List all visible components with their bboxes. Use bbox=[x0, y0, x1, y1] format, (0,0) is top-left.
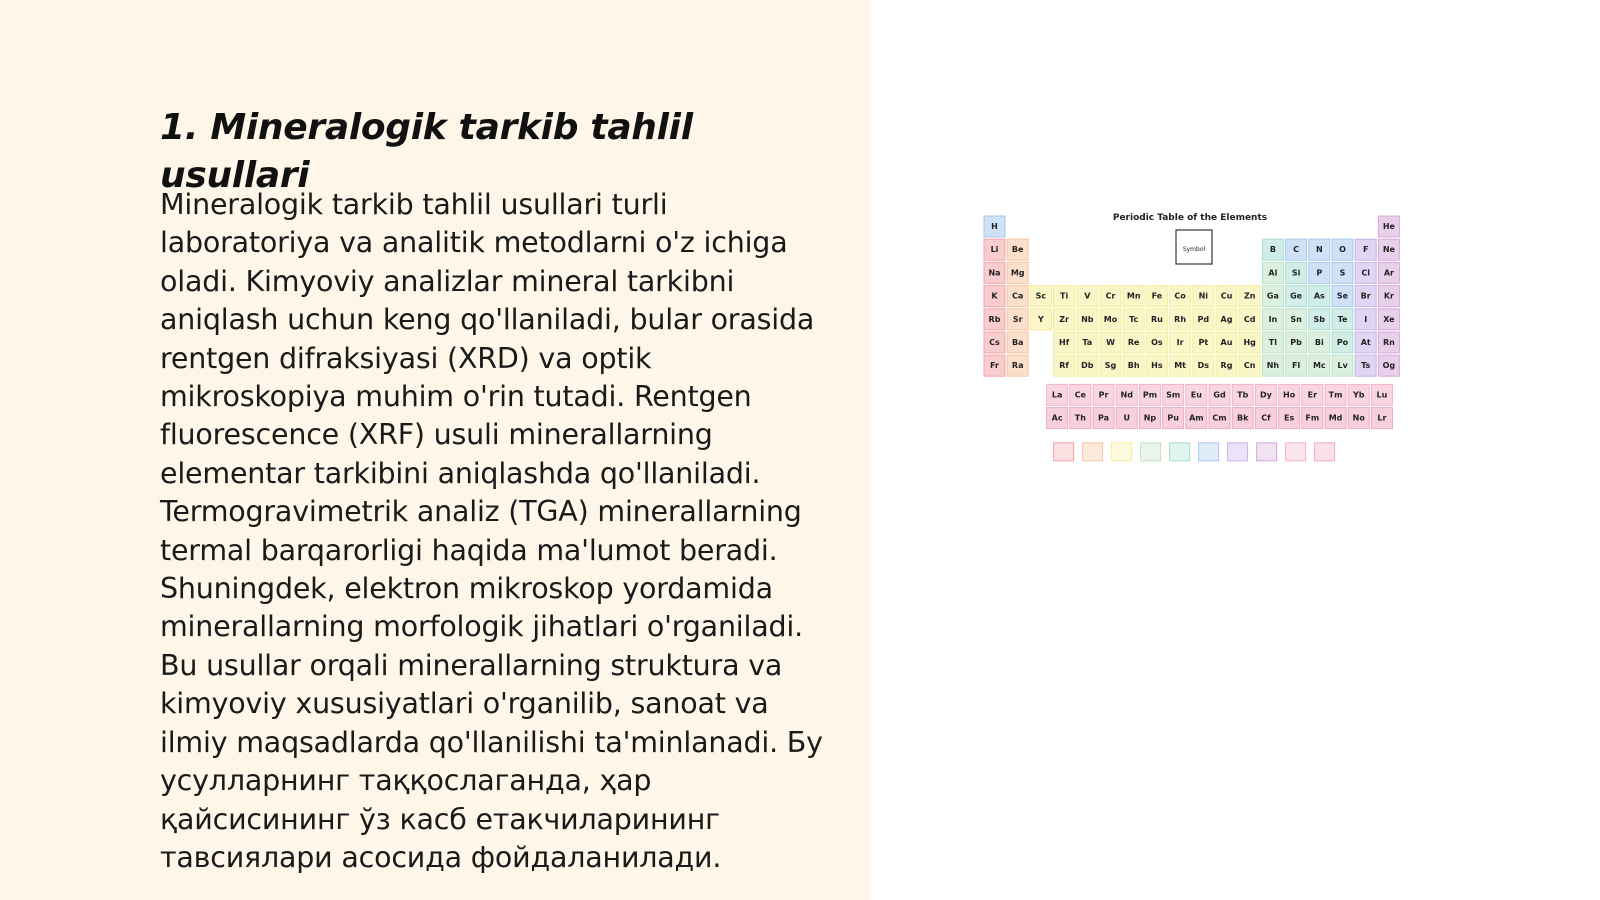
element-cell-cl bbox=[1355, 262, 1376, 283]
element-symbol: N bbox=[1315, 245, 1323, 255]
element-symbol: Na bbox=[988, 268, 1001, 278]
element-cell-ta bbox=[1077, 332, 1098, 353]
element-cell-gd bbox=[1209, 384, 1230, 405]
element-cell-lv bbox=[1332, 355, 1353, 376]
element-cell-p bbox=[1309, 262, 1330, 283]
element-cell-tb bbox=[1232, 384, 1253, 405]
element-cell-pm bbox=[1139, 384, 1160, 405]
element-symbol: Fe bbox=[1151, 291, 1163, 301]
element-symbol: Mc bbox=[1312, 361, 1326, 371]
element-cell-cr bbox=[1100, 286, 1121, 307]
element-symbol: Nb bbox=[1081, 314, 1094, 324]
element-symbol: Ge bbox=[1290, 291, 1303, 301]
element-cell-np bbox=[1139, 408, 1160, 429]
element-cell-be bbox=[1007, 239, 1028, 260]
element-cell-li bbox=[984, 239, 1005, 260]
element-cell-lr bbox=[1371, 408, 1392, 429]
periodic-table-graphic bbox=[980, 196, 1420, 481]
element-cell-la bbox=[1047, 384, 1068, 405]
element-symbol: Bk bbox=[1237, 413, 1249, 423]
element-cell-sb bbox=[1309, 309, 1330, 330]
element-symbol: Kr bbox=[1383, 291, 1394, 301]
element-symbol: Cs bbox=[989, 338, 1000, 347]
element-symbol: Ba bbox=[1011, 338, 1024, 347]
element-cell-rg bbox=[1216, 355, 1237, 376]
legend-swatch bbox=[1228, 443, 1248, 461]
element-cell-bh bbox=[1123, 355, 1144, 376]
element-symbol: Dy bbox=[1260, 390, 1272, 400]
element-cell-pt bbox=[1193, 332, 1214, 353]
element-cell-ru bbox=[1146, 309, 1167, 330]
element-symbol: Ni bbox=[1198, 291, 1209, 301]
element-cell-kr bbox=[1378, 286, 1399, 307]
element-cell-dy bbox=[1255, 384, 1276, 405]
element-cell-yb bbox=[1348, 384, 1369, 405]
element-cell-tm bbox=[1325, 384, 1346, 405]
element-symbol: Cn bbox=[1243, 361, 1256, 371]
element-cell-c bbox=[1286, 239, 1307, 260]
legend-swatch bbox=[1170, 443, 1190, 461]
element-cell-rf bbox=[1054, 355, 1075, 376]
element-symbol: Lr bbox=[1377, 413, 1387, 423]
element-symbol: Sc bbox=[1035, 291, 1047, 301]
element-symbol: Md bbox=[1328, 413, 1343, 423]
element-symbol: Cm bbox=[1212, 413, 1227, 423]
element-symbol: Nh bbox=[1266, 361, 1280, 371]
element-symbol: Ar bbox=[1383, 268, 1394, 278]
element-symbol: Ga bbox=[1266, 291, 1279, 301]
element-cell-hf bbox=[1054, 332, 1075, 353]
element-symbol: Pu bbox=[1167, 413, 1179, 423]
element-cell-og bbox=[1378, 355, 1399, 376]
element-symbol: Fm bbox=[1305, 413, 1320, 423]
element-cell-pu bbox=[1163, 408, 1184, 429]
element-symbol: Ti bbox=[1059, 291, 1069, 301]
element-symbol: Zn bbox=[1243, 291, 1256, 301]
element-symbol: Gd bbox=[1213, 390, 1226, 400]
element-symbol: Mg bbox=[1010, 268, 1025, 278]
element-symbol: Be bbox=[1011, 245, 1024, 255]
element-cell-am bbox=[1186, 408, 1207, 429]
element-symbol: Sg bbox=[1104, 361, 1117, 371]
element-symbol: Tm bbox=[1328, 390, 1343, 400]
element-cell-pr bbox=[1093, 384, 1114, 405]
element-cell-ho bbox=[1279, 384, 1300, 405]
element-symbol: Tl bbox=[1268, 338, 1278, 347]
element-cell-i bbox=[1355, 309, 1376, 330]
legend-swatch bbox=[1257, 443, 1277, 461]
element-symbol: Pd bbox=[1197, 314, 1210, 324]
element-symbol: Si bbox=[1291, 268, 1301, 278]
element-symbol: C bbox=[1293, 245, 1300, 255]
element-symbol: Mn bbox=[1126, 291, 1141, 301]
element-symbol: Ta bbox=[1082, 338, 1093, 347]
element-cell-ra bbox=[1007, 355, 1028, 376]
element-cell-cm bbox=[1209, 408, 1230, 429]
element-cell-u bbox=[1116, 408, 1137, 429]
element-cell-th bbox=[1070, 408, 1091, 429]
element-cell-tl bbox=[1262, 332, 1283, 353]
element-symbol: At bbox=[1360, 338, 1371, 347]
element-symbol: H bbox=[991, 222, 998, 231]
element-symbol: Lu bbox=[1376, 390, 1388, 400]
element-symbol: W bbox=[1106, 338, 1115, 347]
element-cell-sn bbox=[1286, 309, 1307, 330]
element-cell-fm bbox=[1302, 408, 1323, 429]
element-cell-po bbox=[1332, 332, 1353, 353]
element-symbol: Am bbox=[1189, 413, 1204, 423]
element-symbol: Ca bbox=[1012, 291, 1024, 301]
element-cell-fr bbox=[984, 355, 1005, 376]
element-cell-ir bbox=[1170, 332, 1191, 353]
element-symbol: Ru bbox=[1150, 314, 1163, 324]
element-cell-nh bbox=[1262, 355, 1283, 376]
element-cell-nd bbox=[1116, 384, 1137, 405]
element-symbol: Xe bbox=[1383, 314, 1395, 324]
element-cell-rb bbox=[984, 309, 1005, 330]
element-symbol: Cf bbox=[1261, 413, 1271, 423]
element-cell-bi bbox=[1309, 332, 1330, 353]
element-symbol: He bbox=[1382, 222, 1395, 231]
element-cell-ag bbox=[1216, 309, 1237, 330]
element-cell-ca bbox=[1007, 286, 1028, 307]
element-symbol: Th bbox=[1074, 413, 1086, 423]
element-cell-ge bbox=[1286, 286, 1307, 307]
element-cell-h bbox=[984, 216, 1005, 237]
element-symbol: Hg bbox=[1243, 338, 1256, 347]
legend-swatch bbox=[1083, 443, 1103, 461]
element-cell-k bbox=[984, 286, 1005, 307]
element-cell-f bbox=[1355, 239, 1376, 260]
element-symbol: Pa bbox=[1098, 413, 1110, 423]
element-symbol: Y bbox=[1038, 314, 1044, 324]
element-symbol: Rg bbox=[1220, 361, 1233, 371]
element-symbol: P bbox=[1316, 268, 1323, 278]
element-symbol: I bbox=[1364, 314, 1368, 324]
element-symbol: Cl bbox=[1361, 268, 1371, 278]
element-cell-xe bbox=[1378, 309, 1399, 330]
element-symbol: Hf bbox=[1059, 338, 1070, 347]
element-symbol: Rf bbox=[1059, 361, 1069, 371]
element-cell-cs bbox=[984, 332, 1005, 353]
legend-swatch bbox=[1199, 443, 1219, 461]
element-cell-si bbox=[1286, 262, 1307, 283]
element-symbol: Sn bbox=[1290, 314, 1302, 324]
element-cell-s bbox=[1332, 262, 1353, 283]
element-symbol: B bbox=[1269, 245, 1276, 255]
element-cell-hs bbox=[1146, 355, 1167, 376]
element-symbol: Ir bbox=[1176, 338, 1184, 347]
element-cell-mn bbox=[1123, 286, 1144, 307]
element-cell-sg bbox=[1100, 355, 1121, 376]
element-cell-es bbox=[1279, 408, 1300, 429]
slide-title: 1. Mineralogik tarkib tahlil usullari bbox=[160, 107, 693, 196]
element-symbol: Ne bbox=[1382, 245, 1395, 255]
element-symbol: Ts bbox=[1361, 361, 1371, 371]
element-cell-co bbox=[1170, 286, 1191, 307]
element-cell-os bbox=[1146, 332, 1167, 353]
element-symbol: Pt bbox=[1198, 338, 1209, 347]
element-symbol: Au bbox=[1220, 338, 1233, 347]
element-symbol: Li bbox=[990, 245, 999, 255]
element-symbol: Pm bbox=[1142, 390, 1158, 400]
element-cell-cn bbox=[1239, 355, 1260, 376]
element-symbol: As bbox=[1313, 291, 1325, 301]
element-cell-hg bbox=[1239, 332, 1260, 353]
element-symbol: O bbox=[1339, 245, 1346, 255]
element-symbol: Pb bbox=[1290, 338, 1302, 347]
element-cell-er bbox=[1302, 384, 1323, 405]
periodic-table-title: Periodic Table of the Elements bbox=[1112, 213, 1268, 223]
element-cell-ba bbox=[1007, 332, 1028, 353]
element-symbol: Hs bbox=[1151, 361, 1163, 371]
element-symbol: Rh bbox=[1174, 314, 1187, 324]
element-symbol: Sr bbox=[1012, 314, 1023, 324]
element-cell-ni bbox=[1193, 286, 1214, 307]
element-cell-tc bbox=[1123, 309, 1144, 330]
element-symbol: Ac bbox=[1051, 413, 1063, 423]
element-symbol: Ho bbox=[1283, 390, 1296, 400]
element-cell-cf bbox=[1255, 408, 1276, 429]
element-cell-n bbox=[1309, 239, 1330, 260]
element-symbol: F bbox=[1362, 245, 1369, 255]
element-cell-mo bbox=[1100, 309, 1121, 330]
element-symbol: V bbox=[1084, 291, 1091, 301]
element-cell-zn bbox=[1239, 286, 1260, 307]
legend-key-box bbox=[1176, 230, 1212, 264]
element-symbol: Os bbox=[1151, 338, 1163, 347]
element-cell-lu bbox=[1371, 384, 1392, 405]
element-symbol: Es bbox=[1284, 413, 1295, 423]
element-symbol: Rb bbox=[988, 314, 1001, 324]
legend-swatch bbox=[1141, 443, 1161, 461]
legend-swatch bbox=[1054, 443, 1074, 461]
element-symbol: Ce bbox=[1074, 390, 1086, 400]
element-cell-na bbox=[984, 262, 1005, 283]
element-symbol: Sm bbox=[1166, 390, 1181, 400]
slide-body-text: Mineralogik tarkib tahlil usullari turli laboratoriya va analitik metodlarni o'z ichiga oladi. Kimyoviy analizlar mineral tarkibni aniqlash uchun keng qo'llaniladi, bular orasida rentgen difraksiyasi (XRD) va optik mikroskopiya muhim o'rin tutadi. Rentgen fluorescence (XRF) usuli minerallarning elementar tarkibini aniqlashda qo'llaniladi. Termogravimetrik analiz (TGA) minerallarning termal barqarorligi haqida ma'lumot beradi. Shuningdek, elektron mikroskop yordamida minerallarning morfologik jihatlari o'rganiladi. Bu usullar orqali minerallarning struktura va kimyoviy xususiyatlari o'rganilib, sanoat va ilmiy maqsadlarda qo'llanilishi ta'minlanadi. Бу усулларнинг таққослаганда, ҳар қайсисининг ўз касб етакчиларининг тавсиялари асосида фойдаланилади. bbox=[160, 188, 823, 874]
element-symbol: K bbox=[991, 291, 998, 301]
element-symbol: Bi bbox=[1314, 338, 1324, 347]
element-cell-bk bbox=[1232, 408, 1253, 429]
element-symbol: S bbox=[1339, 268, 1346, 278]
element-symbol: Og bbox=[1382, 361, 1396, 371]
element-symbol: Po bbox=[1336, 338, 1349, 347]
element-cell-al bbox=[1262, 262, 1283, 283]
element-cell-as bbox=[1309, 286, 1330, 307]
element-cell-ga bbox=[1262, 286, 1283, 307]
element-symbol: Tc bbox=[1129, 314, 1139, 324]
element-cell-au bbox=[1216, 332, 1237, 353]
element-cell-ti bbox=[1054, 286, 1075, 307]
element-cell-sr bbox=[1007, 309, 1028, 330]
element-cell-pd bbox=[1193, 309, 1214, 330]
element-cell-nb bbox=[1077, 309, 1098, 330]
element-symbol: Bh bbox=[1127, 361, 1140, 371]
element-symbol: Ra bbox=[1011, 361, 1024, 371]
element-symbol: Fr bbox=[990, 361, 999, 371]
element-symbol: Te bbox=[1337, 314, 1348, 324]
element-cell-ce bbox=[1070, 384, 1091, 405]
element-cell-at bbox=[1355, 332, 1376, 353]
legend-swatch bbox=[1315, 443, 1335, 461]
legend-swatch bbox=[1286, 443, 1306, 461]
element-cell-y bbox=[1030, 309, 1051, 330]
element-cell-ac bbox=[1047, 408, 1068, 429]
element-cell-sm bbox=[1163, 384, 1184, 405]
legend-swatch bbox=[1112, 443, 1132, 461]
element-symbol: Ds bbox=[1197, 361, 1210, 371]
element-cell-mt bbox=[1170, 355, 1191, 376]
element-cell-mc bbox=[1309, 355, 1330, 376]
element-cell-cu bbox=[1216, 286, 1237, 307]
element-symbol: Cd bbox=[1243, 314, 1256, 324]
element-cell-cd bbox=[1239, 309, 1260, 330]
element-symbol: La bbox=[1051, 390, 1063, 400]
element-cell-b bbox=[1262, 239, 1283, 260]
element-symbol: Cu bbox=[1220, 291, 1233, 301]
element-symbol: Er bbox=[1307, 390, 1318, 400]
element-symbol: Fl bbox=[1291, 361, 1301, 371]
element-symbol: Yb bbox=[1352, 390, 1365, 400]
element-cell-md bbox=[1325, 408, 1346, 429]
element-cell-pb bbox=[1286, 332, 1307, 353]
element-cell-te bbox=[1332, 309, 1353, 330]
element-cell-in bbox=[1262, 309, 1283, 330]
element-symbol: No bbox=[1352, 413, 1365, 423]
element-symbol: Tb bbox=[1237, 390, 1249, 400]
element-symbol: Np bbox=[1143, 413, 1157, 423]
element-cell-re bbox=[1123, 332, 1144, 353]
element-symbol: Lv bbox=[1337, 361, 1348, 371]
element-cell-w bbox=[1100, 332, 1121, 353]
element-cell-zr bbox=[1054, 309, 1075, 330]
element-cell-sc bbox=[1030, 286, 1051, 307]
element-symbol: Eu bbox=[1190, 390, 1202, 400]
element-cell-o bbox=[1332, 239, 1353, 260]
element-symbol: Mt bbox=[1174, 361, 1186, 371]
element-symbol: Co bbox=[1174, 291, 1186, 301]
element-cell-br bbox=[1355, 286, 1376, 307]
legend-key-symbol: Symbol bbox=[1182, 246, 1206, 253]
periodic-table-image bbox=[980, 196, 1420, 481]
element-cell-eu bbox=[1186, 384, 1207, 405]
element-cell-ar bbox=[1378, 262, 1399, 283]
element-cell-v bbox=[1077, 286, 1098, 307]
element-symbol: Re bbox=[1127, 338, 1140, 347]
element-symbol: Se bbox=[1336, 291, 1349, 301]
element-symbol: Cr bbox=[1105, 291, 1116, 301]
element-cell-ne bbox=[1378, 239, 1399, 260]
element-cell-fe bbox=[1146, 286, 1167, 307]
element-symbol: Rn bbox=[1382, 338, 1395, 347]
element-cell-no bbox=[1348, 408, 1369, 429]
element-symbol: U bbox=[1123, 413, 1130, 423]
element-symbol: In bbox=[1268, 314, 1278, 324]
element-symbol: Db bbox=[1081, 361, 1094, 371]
element-cell-ts bbox=[1355, 355, 1376, 376]
element-cell-db bbox=[1077, 355, 1098, 376]
element-symbol: Sb bbox=[1313, 314, 1326, 324]
element-symbol: Zr bbox=[1059, 314, 1069, 324]
element-cell-pa bbox=[1093, 408, 1114, 429]
element-cell-fl bbox=[1286, 355, 1307, 376]
element-symbol: Al bbox=[1268, 268, 1278, 278]
element-symbol: Mo bbox=[1103, 314, 1118, 324]
element-symbol: Ag bbox=[1220, 314, 1233, 324]
element-symbol: Br bbox=[1360, 291, 1371, 301]
element-cell-mg bbox=[1007, 262, 1028, 283]
element-cell-se bbox=[1332, 286, 1353, 307]
element-cell-rn bbox=[1378, 332, 1399, 353]
element-cell-rh bbox=[1170, 309, 1191, 330]
element-symbol: Pr bbox=[1098, 390, 1109, 400]
element-symbol: Nd bbox=[1120, 390, 1133, 400]
element-cell-ds bbox=[1193, 355, 1214, 376]
element-cell-he bbox=[1378, 216, 1399, 237]
